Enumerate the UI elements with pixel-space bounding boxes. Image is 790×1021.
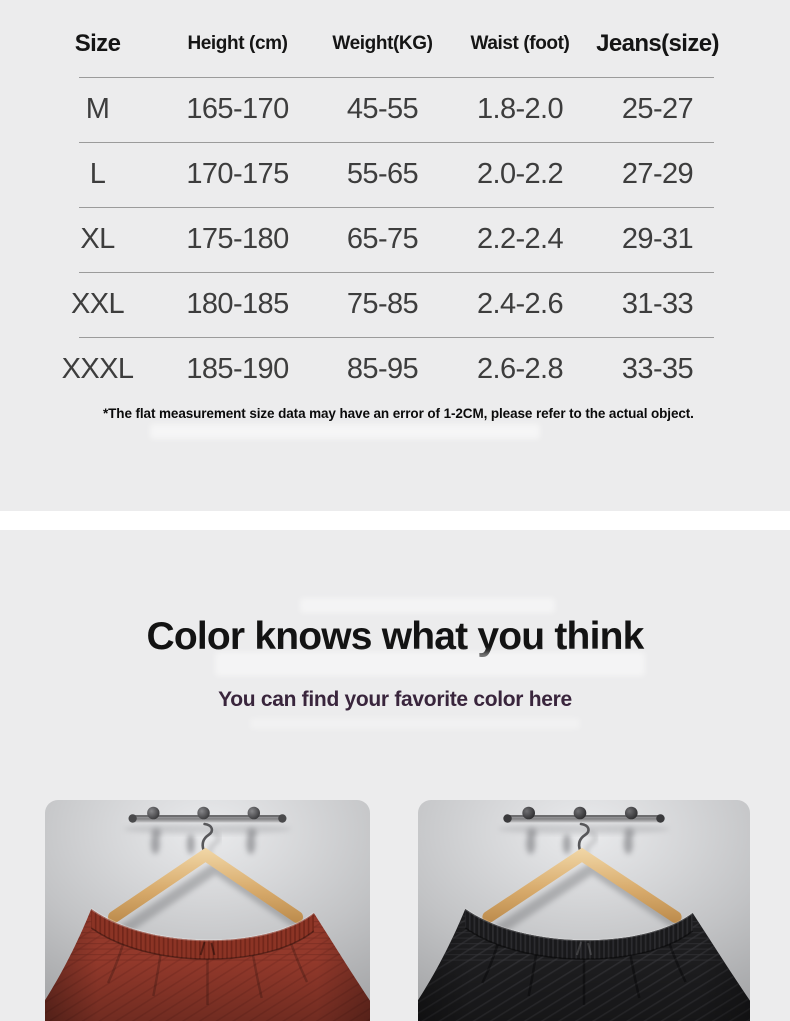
color-promo-section (0, 530, 790, 1021)
cell-jeans: 27-29 (621, 158, 694, 190)
cell-height: 170-175 (186, 158, 289, 190)
size-chart-note: *The flat measurement size data may have an error of 1-2CM, please refer to the actual object. (103, 406, 694, 421)
column-header-size: Size (74, 30, 121, 57)
product-photo-row (0, 800, 790, 1021)
cell-jeans: 25-27 (621, 93, 694, 125)
cell-weight: 85-95 (346, 353, 419, 385)
watermark-ghost (300, 598, 555, 613)
cell-waist: 2.2-2.4 (476, 223, 564, 255)
cell-height: 180-185 (186, 288, 289, 320)
cell-size: L (89, 158, 106, 190)
cell-weight: 65-75 (346, 223, 419, 255)
watermark-ghost (215, 652, 645, 676)
product-photo (45, 800, 370, 1021)
section-title: Color knows what you think (146, 615, 644, 658)
cell-weight: 45-55 (346, 93, 419, 125)
cell-jeans: 31-33 (621, 288, 694, 320)
cell-height: 175-180 (186, 223, 289, 255)
cell-weight: 55-65 (346, 158, 419, 190)
cell-weight: 75-85 (346, 288, 419, 320)
column-header-jeans: Jeans(size) (596, 30, 719, 57)
cell-size: XXL (70, 288, 124, 320)
section-subtitle: You can find your favorite color here (218, 688, 572, 711)
product-photo-red-shorts (45, 800, 370, 1021)
cell-size: M (85, 93, 110, 125)
cell-size: XXXL (61, 353, 134, 385)
watermark-ghost (250, 718, 580, 729)
cell-jeans: 29-31 (621, 223, 694, 255)
table-row (40, 77, 720, 142)
section-divider (0, 511, 790, 530)
product-photo-black-shorts (418, 800, 750, 1021)
size-chart-header-row (40, 0, 720, 77)
cell-waist: 2.6-2.8 (476, 353, 564, 385)
size-chart-table (40, 0, 720, 402)
cell-waist: 2.0-2.2 (476, 158, 564, 190)
cell-size: XL (80, 223, 115, 255)
column-header-weight: Weight(KG) (332, 33, 433, 54)
cell-waist: 1.8-2.0 (476, 93, 564, 125)
cell-waist: 2.4-2.6 (476, 288, 564, 320)
column-header-height: Height (cm) (187, 33, 288, 54)
cell-jeans: 33-35 (621, 353, 694, 385)
table-row (40, 207, 720, 272)
table-row (40, 337, 720, 402)
table-row (40, 272, 720, 337)
cell-height: 165-170 (186, 93, 289, 125)
watermark-ghost (150, 424, 540, 439)
cell-height: 185-190 (186, 353, 289, 385)
column-header-waist: Waist (foot) (470, 33, 570, 54)
table-row (40, 142, 720, 207)
product-photo (418, 800, 750, 1021)
